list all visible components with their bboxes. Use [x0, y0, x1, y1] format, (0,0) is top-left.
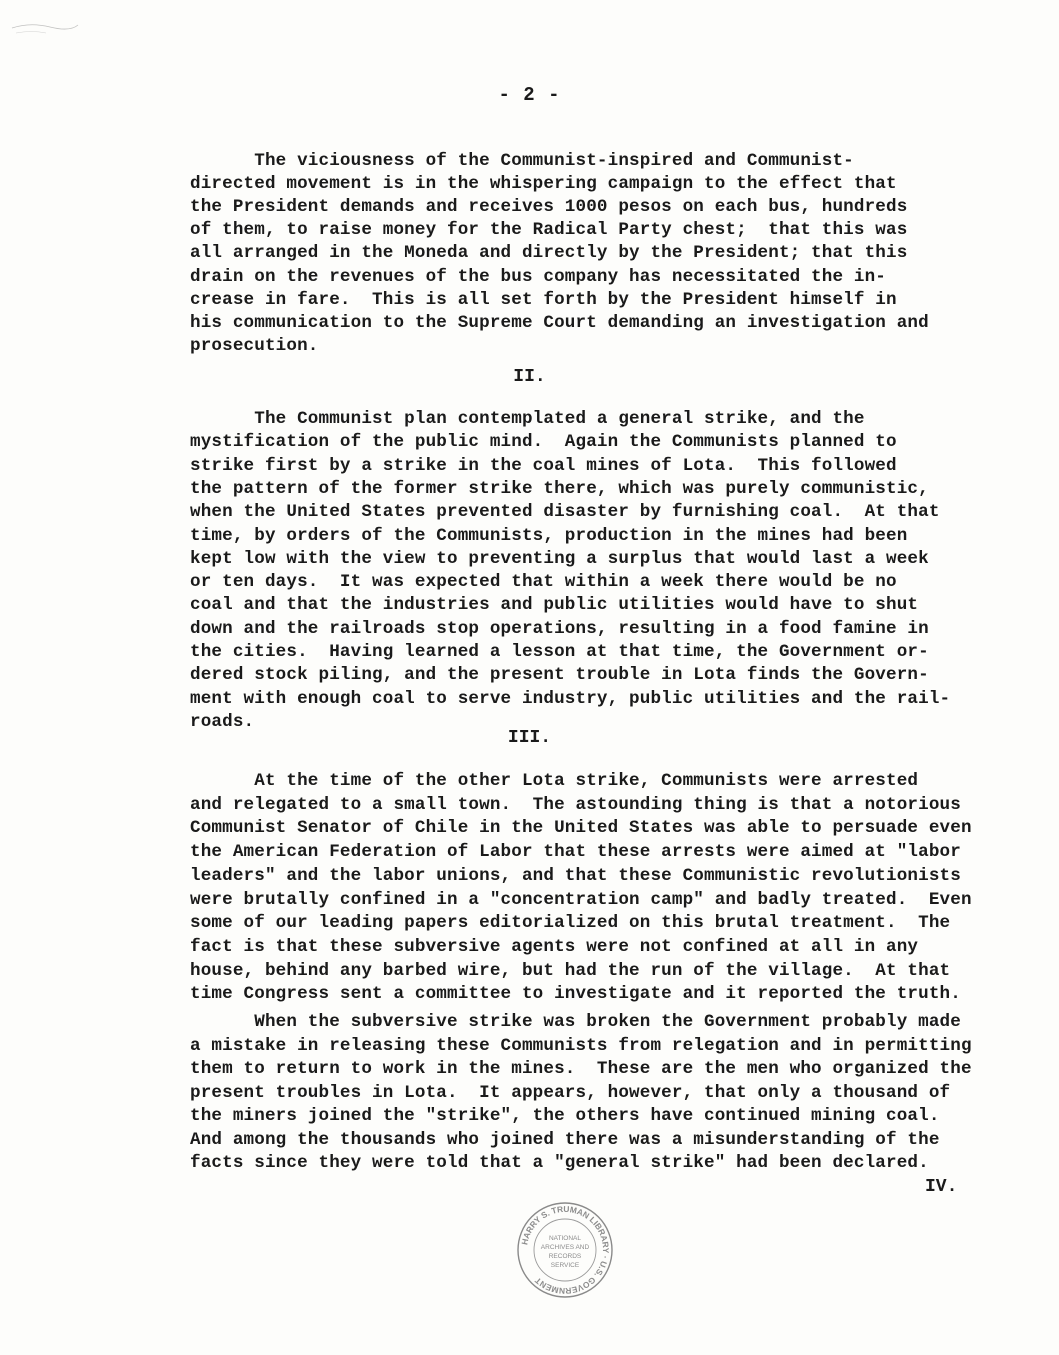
text-line: the pattern of the former strike there, which was purely communistic, [190, 478, 929, 499]
text-line: and relegated to a small town. The astounding thing is that a notorious [190, 794, 961, 815]
text-line: roads. [190, 711, 255, 732]
text-line: time Congress sent a committee to investigate and it reported the truth. [190, 984, 961, 1005]
text-line: the President demands and receives 1000 pesos on each bus, hundreds [190, 197, 908, 218]
text-line: the miners joined the "strike", the others have continued mining coal. [190, 1106, 940, 1126]
text-line: kept low with the view to preventing a surplus that would last a week [190, 548, 929, 569]
text-line: all arranged in the Moneda and directly by the President; that this [190, 243, 908, 264]
text-line: when the United States prevented disaster by furnishing coal. At that [190, 502, 940, 523]
svg-text:ARCHIVES AND: ARCHIVES AND [540, 1244, 590, 1251]
text-line: a mistake in releasing these Communists from relegation and in permitting [190, 1035, 972, 1056]
section-heading-2: II. [513, 367, 546, 387]
text-line: mystification of the public mind. Again the Communists planned to [190, 432, 897, 453]
text-line: prosecution. [190, 335, 319, 356]
text-line: some of our leading papers editorialized on this brutal treatment. The [190, 913, 951, 934]
text-line: The Communist plan contemplated a general strike, and the [190, 409, 865, 429]
svg-text:RECORDS: RECORDS [548, 1253, 582, 1260]
scan-smudge [10, 18, 80, 38]
text-line: When the subversive strike was broken the Government probably made [190, 1012, 961, 1032]
next-section-marker: IV. [925, 1177, 958, 1197]
text-line: dered stock piling, and the present trouble in Lota finds the Govern- [190, 665, 929, 686]
page-number: - 2 - [498, 84, 561, 106]
text-line: ment with enough coal to serve industry, public utilities and the rail- [190, 688, 951, 709]
svg-text:HARRY S. TRUMAN LIBRARY · U.S.: HARRY S. TRUMAN LIBRARY · U.S. GOVERNMENT [519, 1203, 612, 1297]
text-line: strike first by a strike in the coal mines of Lota. This followed [190, 455, 897, 476]
text-line: present troubles in Lota. It appears, however, that only a thousand of [190, 1082, 951, 1103]
text-line: of them, to raise money for the Radical Party chest; that this was [190, 220, 908, 241]
section-heading-3: III. [507, 728, 552, 748]
text-line: them to return to work in the mines. These are the men who organized the [190, 1059, 972, 1079]
svg-text:NATIONAL: NATIONAL [548, 1235, 582, 1242]
text-line: the cities. Having learned a lesson at that time, the Government or- [190, 642, 929, 662]
text-line: time, by orders of the Communists, production in the mines had been [190, 525, 908, 546]
text-line: leaders" and the labor unions, and that these Communistic revolutionists [190, 865, 961, 886]
text-line: his communication to the Supreme Court demanding an investigation and [190, 312, 929, 333]
text-line: The viciousness of the Communist-inspired and Communist- [190, 151, 854, 171]
text-line: crease in fare. This is all set forth by the President himself in [190, 289, 897, 310]
svg-text:SERVICE: SERVICE [550, 1262, 580, 1269]
text-line: were brutally confined in a "concentration camp" and badly treated. Even [190, 889, 972, 910]
text-line: At the time of the other Lota strike, Communists were arrested [190, 771, 919, 791]
text-line: fact is that these subversive agents were not confined at all in any [190, 936, 919, 957]
text-line: coal and that the industries and public utilities would have to shut [190, 595, 919, 616]
archive-stamp-seal [515, 1200, 615, 1300]
text-line: or ten days. It was expected that within a week there would be no [190, 572, 897, 593]
text-line: directed movement is in the whispering campaign to the effect that [190, 174, 897, 195]
text-line: the American Federation of Labor that these arrests were aimed at "labor [190, 842, 961, 863]
text-line: house, behind any barbed wire, but had the run of the village. At that [190, 960, 951, 981]
text-line: down and the railroads stop operations, resulting in a food famine in [190, 618, 929, 639]
text-line: drain on the revenues of the bus company has necessitated the in- [190, 266, 887, 287]
text-line: facts since they were told that a "general strike" had been declared. [190, 1153, 929, 1173]
text-line: Communist Senator of Chile in the United States was able to persuade even [190, 818, 972, 839]
text-line: And among the thousands who joined there was a misunderstanding of the [190, 1129, 940, 1150]
